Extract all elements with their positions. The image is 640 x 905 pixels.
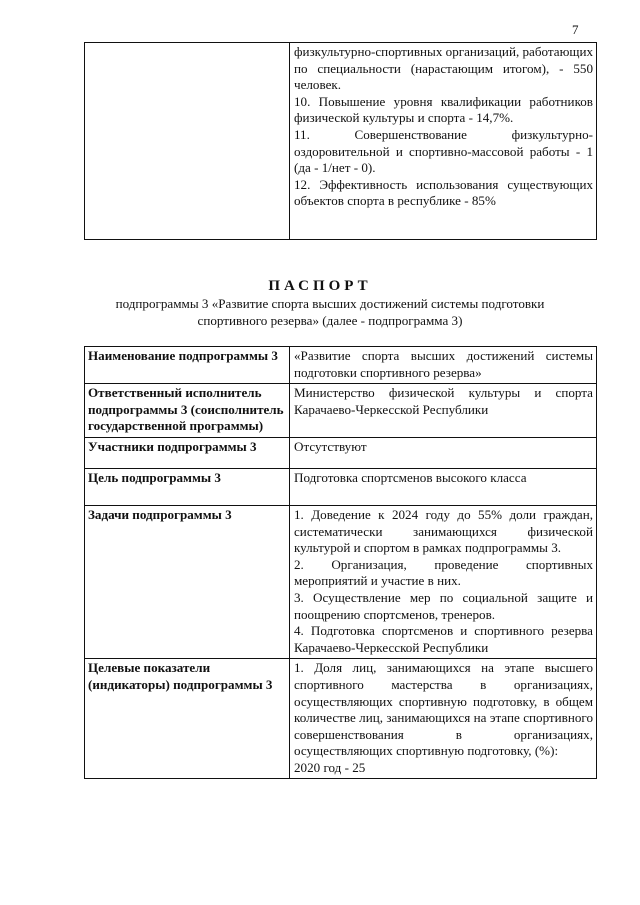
passport-table <box>84 346 597 779</box>
row-label: Участники подпрограммы 3 <box>85 437 290 468</box>
table-row <box>85 659 597 779</box>
value-line: 1. Доведение к 2024 году до 55% доли граждан, систематически занимающихся физической культурой и спортом в рамках подпрограммы 3. <box>294 506 593 556</box>
table-row <box>85 437 597 468</box>
value-line: 1. Доля лиц, занимающихся на этапе высшего спортивного мастерства в организациях, осуществляющих спортивную подготовку, в общем количестве лиц, занимающихся на этапе спортивного совершенствования в организациях, осуществляющих спортивную подготовку, (%): <box>294 660 593 759</box>
page-number: 7 <box>572 22 579 37</box>
value-line: 2. Организация, проведение спортивных мероприятий и участие в них. <box>294 556 593 589</box>
continuation-row <box>85 43 597 240</box>
row-value <box>290 505 597 658</box>
table-row <box>85 384 597 438</box>
row-value <box>290 659 597 779</box>
row-value <box>290 347 597 384</box>
indicator-line: 12. Эффективность использования существующих объектов спорта в республике - 85% <box>294 176 593 209</box>
continuation-cell <box>290 43 597 240</box>
row-value <box>290 437 597 468</box>
value-line: Подготовка спортсменов высокого класса <box>294 469 527 485</box>
indicator-line: 10. Повышение уровня квалификации работников физической культуры и спорта - 14,7%. <box>294 93 593 126</box>
value-line: 2020 год - 25 <box>294 759 366 775</box>
continuation-table <box>84 42 597 240</box>
empty-label-cell <box>85 43 290 240</box>
value-line: 3. Осуществление мер по социальной защите и поощрению спортсменов, тренеров. <box>294 589 593 622</box>
value-line: «Развитие спорта высших достижений системы подготовки спортивного резерва» <box>294 348 593 380</box>
row-value <box>290 468 597 505</box>
indicator-line: 11. Совершенствование физкультурно-оздоровительной и спортивно-массовой работы - 1 (да - 1/нет - 0). <box>294 126 593 176</box>
passport-heading: ПАСПОРТ <box>268 278 372 294</box>
row-value <box>290 384 597 438</box>
row-label: Задачи подпрограммы 3 <box>85 505 290 658</box>
table-row <box>85 468 597 505</box>
value-line: Министерство физической культуры и спорта Карачаево-Черкесской Республики <box>294 385 593 417</box>
table-row <box>85 347 597 384</box>
value-line: Отсутствуют <box>294 438 367 454</box>
row-label: Наименование подпрограммы 3 <box>85 347 290 384</box>
row-label: Цель подпрограммы 3 <box>85 468 290 505</box>
passport-subtitle: подпрограммы 3 «Развитие спорта высших достижений системы подготовки спортивного резерва» (далее - подпрограмма 3) <box>115 296 545 328</box>
table-row <box>85 505 597 658</box>
indicator-line: физкультурно-спортивных организаций, работающих по специальности (нарастающим итогом), - 550 человек. <box>294 44 594 93</box>
value-line: 4. Подготовка спортсменов и спортивного резерва Карачаево-Черкесской Республики <box>294 623 593 655</box>
row-label: Ответственный исполнитель подпрограммы 3 (соисполнитель государственной программы) <box>85 384 290 438</box>
row-label: Целевые показатели (индикаторы) подпрограммы 3 <box>85 659 290 779</box>
